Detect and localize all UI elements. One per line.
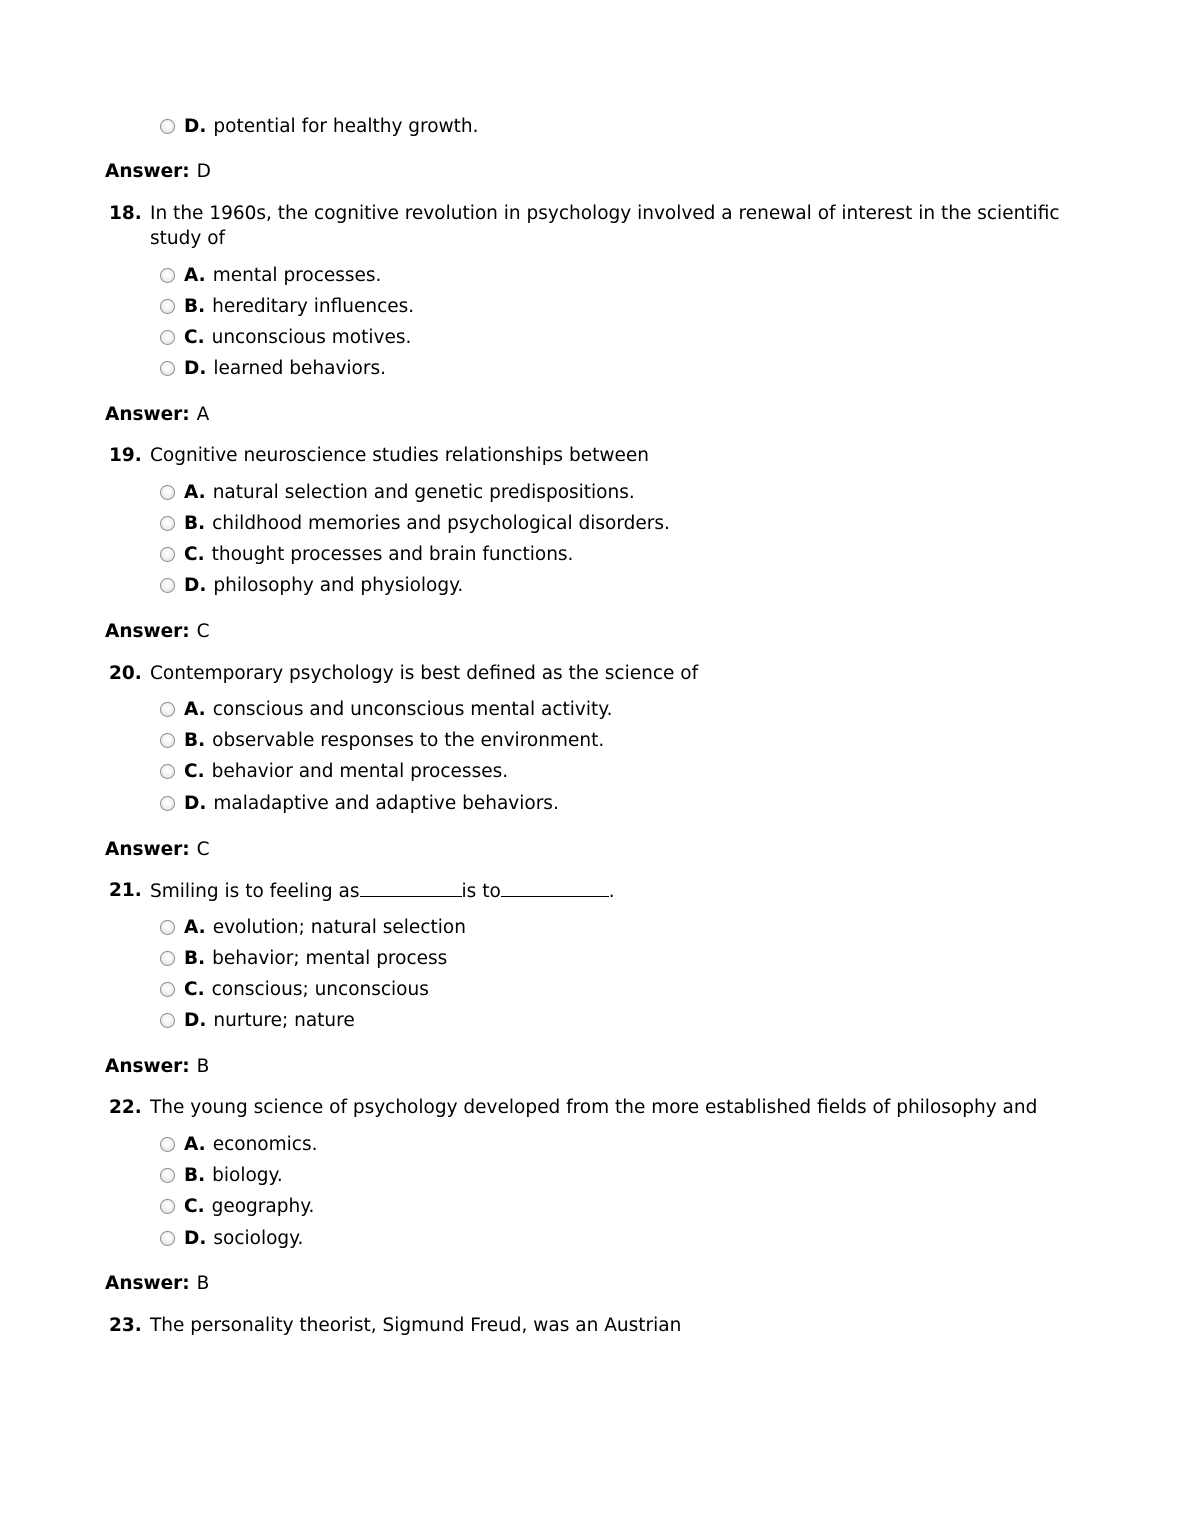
option-letter: A. bbox=[184, 917, 206, 938]
q18-option-a[interactable] bbox=[160, 263, 381, 288]
question-number: 20. bbox=[109, 663, 142, 684]
option-text: thought processes and brain functions. bbox=[211, 544, 574, 565]
question-number: 18. bbox=[109, 203, 142, 224]
option-letter: D. bbox=[184, 116, 207, 137]
radio-button-icon[interactable] bbox=[160, 733, 175, 748]
option-text: economics. bbox=[212, 1134, 318, 1155]
radio-button-icon[interactable] bbox=[160, 268, 175, 283]
radio-button-icon[interactable] bbox=[160, 1231, 175, 1246]
question-text: Contemporary psychology is best defined as the science of bbox=[150, 663, 699, 684]
q22-option-b[interactable] bbox=[160, 1163, 283, 1188]
option-text: maladaptive and adaptive behaviors. bbox=[213, 793, 559, 814]
answer-value: C bbox=[196, 621, 210, 642]
option-text: behavior; mental process bbox=[212, 948, 448, 969]
q22-option-a[interactable] bbox=[160, 1132, 317, 1157]
answer-value: B bbox=[196, 1056, 210, 1077]
question-23 bbox=[109, 1313, 1089, 1338]
radio-button-icon[interactable] bbox=[160, 951, 175, 966]
question-text-part-1: Smiling is to feeling as bbox=[150, 881, 360, 902]
q19-option-a[interactable] bbox=[160, 480, 635, 505]
option-text: conscious; unconscious bbox=[211, 979, 429, 1000]
q21-answer bbox=[105, 1054, 209, 1079]
q17-answer bbox=[105, 159, 211, 184]
answer-label: Answer: bbox=[105, 404, 190, 425]
question-text: The personality theorist, Sigmund Freud, was an Austrian bbox=[150, 1315, 682, 1336]
option-letter: A. bbox=[184, 1134, 206, 1155]
option-letter: B. bbox=[184, 730, 206, 751]
q21-option-c[interactable] bbox=[160, 977, 429, 1002]
question-number: 21. bbox=[109, 880, 142, 901]
question-text-part-3: . bbox=[608, 881, 615, 902]
question-18 bbox=[109, 201, 1089, 251]
answer-label: Answer: bbox=[105, 621, 190, 642]
q22-option-c[interactable] bbox=[160, 1194, 314, 1219]
option-letter: B. bbox=[184, 513, 206, 534]
q22-answer bbox=[105, 1271, 209, 1296]
radio-button-icon[interactable] bbox=[160, 299, 175, 314]
radio-button-icon[interactable] bbox=[160, 764, 175, 779]
option-text: behavior and mental processes. bbox=[211, 761, 509, 782]
answer-blank bbox=[501, 878, 609, 897]
option-text: natural selection and genetic predispositions. bbox=[212, 482, 635, 503]
radio-button-icon[interactable] bbox=[160, 516, 175, 531]
question-20 bbox=[109, 661, 1089, 686]
q17-option-d[interactable] bbox=[160, 114, 479, 139]
answer-value: C bbox=[196, 839, 210, 860]
option-text: learned behaviors. bbox=[213, 358, 386, 379]
q20-answer bbox=[105, 837, 210, 862]
radio-button-icon[interactable] bbox=[160, 796, 175, 811]
option-letter: A. bbox=[184, 699, 206, 720]
option-letter: A. bbox=[184, 482, 206, 503]
option-text: philosophy and physiology. bbox=[213, 575, 464, 596]
radio-button-icon[interactable] bbox=[160, 1013, 175, 1028]
question-text bbox=[150, 878, 1089, 904]
option-letter: B. bbox=[184, 1165, 206, 1186]
q21-option-a[interactable] bbox=[160, 915, 466, 940]
radio-button-icon[interactable] bbox=[160, 361, 175, 376]
option-letter: B. bbox=[184, 296, 206, 317]
answer-value: D bbox=[196, 161, 211, 182]
question-number: 19. bbox=[109, 445, 142, 466]
option-text: sociology. bbox=[213, 1228, 304, 1249]
q20-option-b[interactable] bbox=[160, 728, 604, 753]
question-text: In the 1960s, the cognitive revolution in psychology involved a renewal of interest in the scientific study of bbox=[150, 203, 1060, 249]
answer-label: Answer: bbox=[105, 839, 190, 860]
q21-option-d[interactable] bbox=[160, 1008, 355, 1033]
radio-button-icon[interactable] bbox=[160, 119, 175, 134]
q19-answer bbox=[105, 619, 210, 644]
option-letter: D. bbox=[184, 1010, 207, 1031]
answer-value: B bbox=[196, 1273, 210, 1294]
option-letter: C. bbox=[184, 327, 205, 348]
option-text: childhood memories and psychological disorders. bbox=[212, 513, 670, 534]
option-text: evolution; natural selection bbox=[212, 917, 466, 938]
radio-button-icon[interactable] bbox=[160, 1137, 175, 1152]
option-text: biology. bbox=[212, 1165, 283, 1186]
option-text: observable responses to the environment. bbox=[212, 730, 605, 751]
q18-option-b[interactable] bbox=[160, 294, 414, 319]
option-letter: B. bbox=[184, 948, 206, 969]
q20-option-a[interactable] bbox=[160, 697, 612, 722]
q20-option-d[interactable] bbox=[160, 791, 559, 816]
option-text: mental processes. bbox=[212, 265, 382, 286]
answer-blank bbox=[360, 878, 462, 897]
radio-button-icon[interactable] bbox=[160, 1168, 175, 1183]
option-letter: D. bbox=[184, 1228, 207, 1249]
option-text: potential for healthy growth. bbox=[213, 116, 479, 137]
question-21 bbox=[109, 878, 1089, 904]
question-text: The young science of psychology developed from the more established fields of philosophy and bbox=[150, 1097, 1038, 1118]
option-text: unconscious motives. bbox=[211, 327, 412, 348]
option-letter: C. bbox=[184, 761, 205, 782]
q19-option-c[interactable] bbox=[160, 542, 573, 567]
q20-option-c[interactable] bbox=[160, 759, 508, 784]
option-letter: C. bbox=[184, 544, 205, 565]
question-number: 22. bbox=[109, 1097, 142, 1118]
q21-option-b[interactable] bbox=[160, 946, 447, 971]
q19-option-b[interactable] bbox=[160, 511, 670, 536]
radio-button-icon[interactable] bbox=[160, 485, 175, 500]
option-letter: A. bbox=[184, 265, 206, 286]
q18-option-c[interactable] bbox=[160, 325, 411, 350]
radio-button-icon[interactable] bbox=[160, 982, 175, 997]
answer-label: Answer: bbox=[105, 1273, 190, 1294]
option-text: geography. bbox=[211, 1196, 315, 1217]
question-19 bbox=[109, 443, 1089, 468]
radio-button-icon[interactable] bbox=[160, 702, 175, 717]
q22-option-d[interactable] bbox=[160, 1226, 303, 1251]
option-letter: C. bbox=[184, 1196, 205, 1217]
q18-answer bbox=[105, 402, 209, 427]
question-text: Cognitive neuroscience studies relationships between bbox=[150, 445, 649, 466]
radio-button-icon[interactable] bbox=[160, 547, 175, 562]
question-number: 23. bbox=[109, 1315, 142, 1336]
option-letter: C. bbox=[184, 979, 205, 1000]
option-text: nurture; nature bbox=[213, 1010, 355, 1031]
option-letter: D. bbox=[184, 793, 207, 814]
radio-button-icon[interactable] bbox=[160, 330, 175, 345]
answer-value: A bbox=[196, 404, 210, 425]
radio-button-icon[interactable] bbox=[160, 920, 175, 935]
option-letter: D. bbox=[184, 575, 207, 596]
q18-option-d[interactable] bbox=[160, 356, 386, 381]
question-22 bbox=[109, 1095, 1089, 1120]
option-text: hereditary influences. bbox=[212, 296, 415, 317]
question-text-part-2: is to bbox=[461, 881, 501, 902]
radio-button-icon[interactable] bbox=[160, 1199, 175, 1214]
radio-button-icon[interactable] bbox=[160, 578, 175, 593]
answer-label: Answer: bbox=[105, 161, 190, 182]
option-text: conscious and unconscious mental activity. bbox=[212, 699, 613, 720]
q19-option-d[interactable] bbox=[160, 573, 463, 598]
option-letter: D. bbox=[184, 358, 207, 379]
answer-label: Answer: bbox=[105, 1056, 190, 1077]
